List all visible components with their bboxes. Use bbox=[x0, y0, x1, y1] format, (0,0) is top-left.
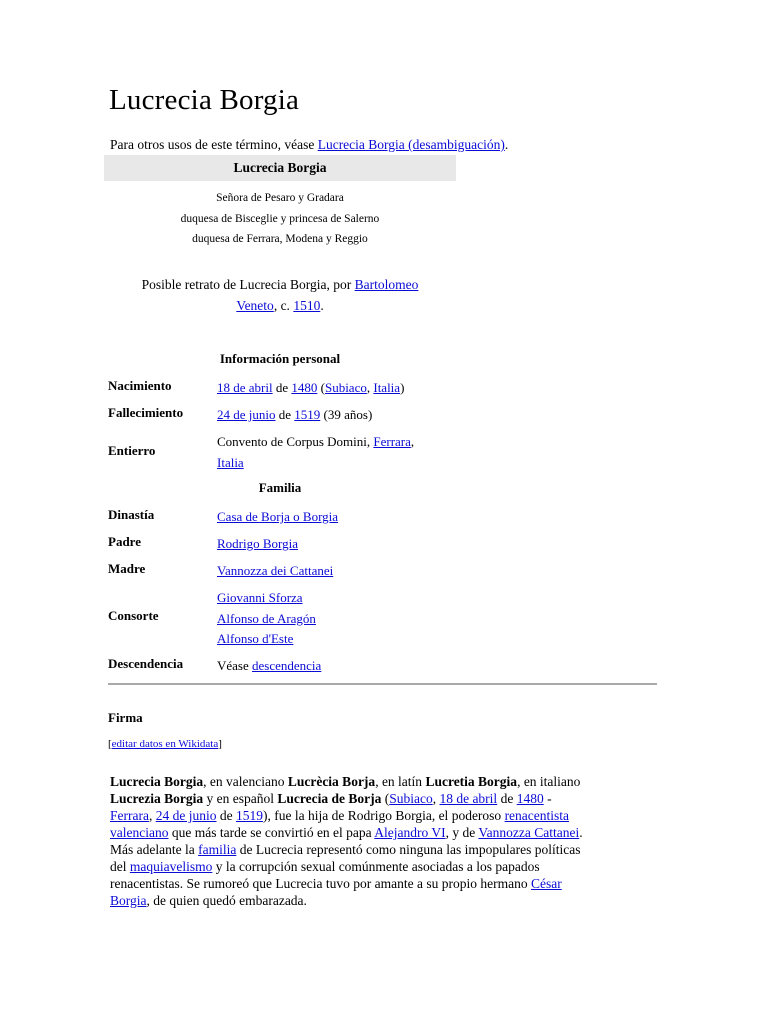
text: , en italiano bbox=[517, 774, 581, 789]
text: , en latín bbox=[375, 774, 426, 789]
text: de Lucrecia representó como ninguna las impopulares políticas bbox=[236, 842, 581, 857]
intro-paragraph bbox=[110, 773, 655, 909]
link[interactable]: Borgia bbox=[110, 893, 147, 908]
text: , y de bbox=[445, 825, 479, 840]
father-link[interactable]: Rodrigo Borgia bbox=[217, 536, 299, 551]
text: de bbox=[497, 791, 517, 806]
name-bold: Lucrecia Borgia bbox=[110, 774, 204, 789]
burial-country-link[interactable]: Italia bbox=[217, 454, 244, 470]
caption-suffix: . bbox=[320, 297, 324, 313]
row-label: Padre bbox=[108, 534, 141, 549]
row-value bbox=[217, 656, 467, 677]
text: , de quien quedó embarazada. bbox=[146, 893, 307, 908]
image-caption bbox=[104, 275, 456, 316]
year-link[interactable]: 1510 bbox=[293, 297, 321, 313]
row-label: Descendencia bbox=[108, 656, 184, 671]
infobox-title: Lucrecia Borgia bbox=[104, 155, 456, 181]
link[interactable]: Subiaco bbox=[389, 791, 433, 806]
row-value bbox=[217, 432, 467, 473]
link[interactable]: renacentista bbox=[504, 808, 570, 823]
link[interactable]: Ferrara bbox=[110, 808, 149, 823]
birth-place-link[interactable]: Subiaco bbox=[324, 380, 367, 395]
link[interactable]: 1519 bbox=[235, 808, 263, 823]
spouse-link[interactable]: Alfonso de Aragón bbox=[217, 610, 316, 626]
descendants-link[interactable]: descendencia bbox=[252, 658, 322, 673]
text: ] bbox=[218, 738, 222, 750]
personal-info-heading: Información personal bbox=[219, 351, 341, 366]
row-value bbox=[217, 561, 467, 582]
text: Convento de Corpus Domini, bbox=[217, 434, 374, 449]
row-value bbox=[217, 405, 467, 426]
hatnote-text: Para otros usos de este término, véase bbox=[110, 137, 318, 152]
row-value bbox=[217, 378, 467, 399]
row-label: Dinastía bbox=[108, 507, 155, 522]
row-label: Entierro bbox=[108, 443, 156, 458]
link[interactable]: Vannozza Cattanei bbox=[478, 825, 580, 840]
text: renacentistas. Se rumoreó que Lucrecia tuvo por amante a su propio hermano bbox=[110, 876, 531, 891]
text: , bbox=[366, 380, 374, 395]
subtitle-line: duquesa de Bisceglie y princesa de Salerno bbox=[180, 212, 380, 225]
text: - bbox=[543, 791, 552, 806]
text: Véase bbox=[217, 658, 253, 673]
birth-year-link[interactable]: 1480 bbox=[291, 380, 318, 395]
link[interactable]: César bbox=[530, 876, 562, 891]
infobox-subtitles bbox=[104, 188, 456, 250]
edit-wikidata bbox=[108, 738, 222, 750]
caption-text: Posible retrato de Lucrecia Borgia, por bbox=[141, 277, 355, 292]
hatnote bbox=[110, 137, 508, 153]
birth-date-link[interactable]: 18 de abril bbox=[217, 380, 273, 395]
text: (39 años) bbox=[320, 407, 373, 422]
text: y en español bbox=[203, 791, 278, 806]
text: , bbox=[410, 434, 415, 449]
signature-label: Firma bbox=[108, 710, 143, 725]
name-bold: Lucrezia Borgia bbox=[110, 791, 204, 806]
row-value bbox=[217, 534, 467, 555]
name-bold: Lucrecia de Borja bbox=[277, 791, 382, 806]
subtitle-line: duquesa de Ferrara, Modena y Reggio bbox=[192, 233, 368, 245]
link[interactable]: familia bbox=[198, 842, 237, 857]
text: ), fue la hija de Rodrigo Borgia, el poderoso bbox=[262, 808, 505, 823]
link[interactable]: 24 de junio bbox=[155, 808, 217, 823]
row-value bbox=[217, 588, 467, 650]
text: [ bbox=[108, 738, 112, 750]
link[interactable]: maquiavelismo bbox=[129, 859, 213, 874]
artist-link-cont[interactable]: Veneto bbox=[236, 297, 274, 313]
text: , bbox=[432, 791, 440, 806]
text: de bbox=[275, 407, 295, 422]
family-heading: Familia bbox=[258, 480, 302, 495]
mother-link[interactable]: Vannozza dei Cattanei bbox=[217, 563, 334, 578]
name-bold: Lucrècia Borja bbox=[287, 774, 376, 789]
page-title: Lucrecia Borgia bbox=[109, 84, 300, 116]
birth-country-link[interactable]: Italia bbox=[373, 380, 401, 395]
text: que más tarde se convirtió en el papa bbox=[168, 825, 375, 840]
link[interactable]: valenciano bbox=[110, 825, 169, 840]
disambiguation-link[interactable]: Lucrecia Borgia (desambiguación) bbox=[317, 137, 505, 152]
row-label: Consorte bbox=[108, 608, 159, 623]
row-label: Nacimiento bbox=[108, 378, 172, 393]
caption-text: , c. bbox=[273, 297, 294, 313]
dynasty-link[interactable]: Casa de Borja o Borgia bbox=[217, 509, 339, 524]
subtitle-line: Señora de Pesaro y Gradara bbox=[216, 192, 344, 204]
link[interactable]: 1480 bbox=[516, 791, 544, 806]
edit-wikidata-link[interactable]: editar datos en Wikidata bbox=[111, 738, 219, 750]
text: Más adelante la bbox=[110, 842, 199, 857]
death-date-link[interactable]: 24 de junio bbox=[217, 407, 276, 422]
burial-city-link[interactable]: Ferrara bbox=[373, 434, 411, 449]
hatnote-suffix: . bbox=[504, 137, 509, 152]
text: , en valenciano bbox=[203, 774, 288, 789]
divider bbox=[108, 683, 657, 685]
row-label: Madre bbox=[108, 561, 146, 576]
link[interactable]: 18 de abril bbox=[439, 791, 498, 806]
text: y la corrupción sexual comúnmente asociadas a los papados bbox=[212, 859, 540, 874]
row-label: Fallecimiento bbox=[108, 405, 184, 420]
name-bold: Lucretia Borgia bbox=[425, 774, 518, 789]
text: . bbox=[579, 825, 583, 840]
text: del bbox=[110, 859, 130, 874]
death-year-link[interactable]: 1519 bbox=[294, 407, 321, 422]
text: ( bbox=[317, 380, 325, 395]
text: ) bbox=[400, 380, 405, 395]
link[interactable]: Alejandro VI bbox=[374, 825, 446, 840]
text: de bbox=[216, 808, 236, 823]
text: ( bbox=[381, 791, 390, 806]
text: , bbox=[148, 808, 156, 823]
row-value bbox=[217, 507, 467, 528]
spouse-link[interactable]: Alfonso d'Este bbox=[217, 631, 294, 646]
spouse-link[interactable]: Giovanni Sforza bbox=[217, 590, 303, 605]
artist-link[interactable]: Bartolomeo bbox=[354, 277, 419, 292]
text: de bbox=[272, 380, 292, 395]
